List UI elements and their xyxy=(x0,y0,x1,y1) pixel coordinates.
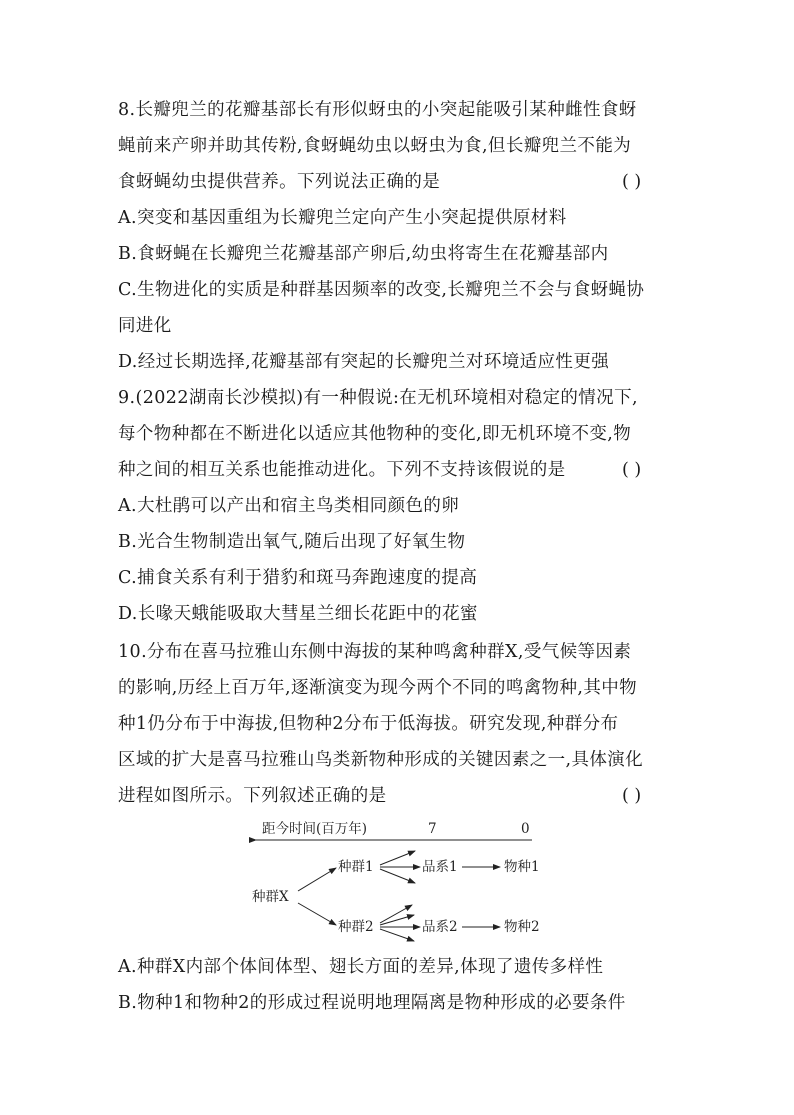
q9-option-a: A.大杜鹃可以产出和宿主鸟类相同颜色的卵 xyxy=(118,496,460,516)
node-species-1: 物种1 xyxy=(504,859,540,875)
q10-stem-line-5: 进程如图所示。下列叙述正确的是 xyxy=(118,786,387,806)
q10-option-a: A.种群X内部个体间体型、翅长方面的差异,体现了遗传多样性 xyxy=(118,957,604,977)
q8-stem-line-1: 8.长瓣兜兰的花瓣基部长有形似蚜虫的小突起能吸引某种雌性食蚜 xyxy=(118,100,637,120)
time-axis-label: 距今时间(百万年) xyxy=(262,821,368,837)
node-population-x: 种群X xyxy=(252,889,289,905)
branch-x-to-pop1 xyxy=(298,868,336,891)
q8-option-c-line-2: 同进化 xyxy=(118,316,172,336)
q9-option-b: B.光合生物制造出氧气,随后出现了好氧生物 xyxy=(118,532,466,552)
branch-x-to-pop2 xyxy=(298,903,336,925)
node-strain-2: 品系2 xyxy=(422,919,458,935)
q9-stem-line-3: 种之间的相互关系也能推动进化。下列不支持该假说的是 xyxy=(118,460,566,480)
node-population-1: 种群1 xyxy=(338,859,374,875)
q8-option-a: A.突变和基因重组为长瓣兜兰定向产生小突起提供原材料 xyxy=(118,208,567,228)
branch-pop2-down xyxy=(380,929,414,941)
q10-stem-line-2: 的影响,历经上百万年,逐渐演变为现今两个不同的鸣禽物种,其中物 xyxy=(118,678,638,698)
q10-stem-line-4: 区域的扩大是喜马拉雅山鸟类新物种形成的关键因素之一,具体演化 xyxy=(118,750,644,770)
node-species-2: 物种2 xyxy=(504,919,540,935)
q9-answer-blank: ( ) xyxy=(622,460,642,480)
time-tick-7: 7 xyxy=(428,821,437,837)
q9-stem-line-2: 每个物种都在不断进化以适应其他物种的变化,即无机环境不变,物 xyxy=(118,424,632,444)
branch-pop1-down xyxy=(380,869,415,883)
node-population-2: 种群2 xyxy=(338,919,374,935)
q10-answer-blank: ( ) xyxy=(622,786,642,806)
q8-answer-blank: ( ) xyxy=(622,172,642,192)
node-strain-1: 品系1 xyxy=(422,859,458,875)
q8-stem-line-2: 蝇前来产卵并助其传粉,食蚜蝇幼虫以蚜虫为食,但长瓣兜兰不能为 xyxy=(118,136,632,156)
q9-option-d: D.长喙天蛾能吸取大彗星兰细长花距中的花蜜 xyxy=(118,604,478,624)
time-tick-0: 0 xyxy=(521,821,530,837)
q8-option-c-line-1: C.生物进化的实质是种群基因频率的改变,长瓣兜兰不会与食蚜蝇协 xyxy=(118,280,645,300)
q9-option-c: C.捕食关系有利于猎豹和斑马奔跑速度的提高 xyxy=(118,568,478,588)
q8-stem-line-3: 食蚜蝇幼虫提供营养。下列说法正确的是 xyxy=(118,172,441,192)
evolution-diagram xyxy=(240,815,560,945)
q8-option-d: D.经过长期选择,花瓣基部有突起的长瓣兜兰对环境适应性更强 xyxy=(118,352,610,372)
q9-stem-line-1: 9.(2022湖南长沙模拟)有一种假说:在无机环境相对稳定的情况下, xyxy=(118,388,638,408)
q10-stem-line-3: 种1仍分布于中海拔,但物种2分布于低海拔。研究发现,种群分布 xyxy=(118,714,619,734)
q8-option-b: B.食蚜蝇在长瓣兜兰花瓣基部产卵后,幼虫将寄生在花瓣基部内 xyxy=(118,244,609,264)
q10-stem-line-1: 10.分布在喜马拉雅山东侧中海拔的某种鸣禽种群X,受气候等因素 xyxy=(118,642,632,662)
q10-option-b: B.物种1和物种2的形成过程说明地理隔离是物种形成的必要条件 xyxy=(118,993,626,1013)
branch-pop1-up xyxy=(380,851,415,865)
